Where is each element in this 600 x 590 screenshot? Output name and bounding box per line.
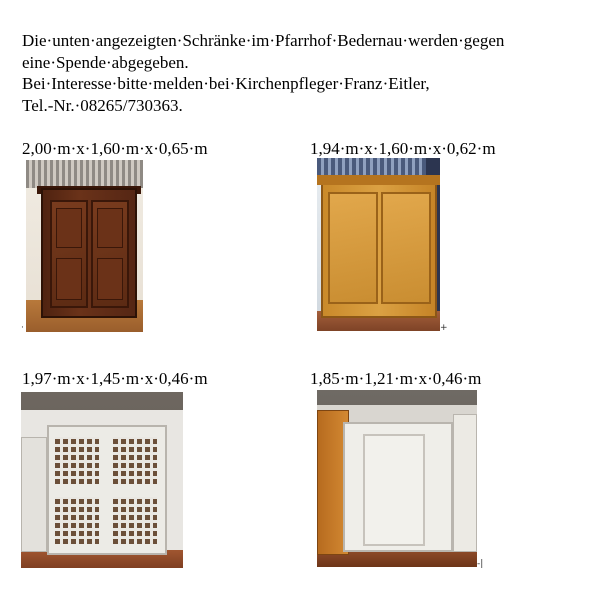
- paragraph-mark: -|: [477, 559, 484, 569]
- wardrobe-3-dimensions: 1,97·m·x·1,45·m·x·0,46·m: [22, 369, 208, 388]
- intro-line: eine·Spende·abgegeben.: [22, 52, 189, 72]
- wardrobe-1-photo: [26, 160, 143, 332]
- wardrobe-1-dimensions: 2,00·m·x·1,60·m·x·0,65·m: [22, 139, 208, 158]
- intro-line: Tel.-Nr.·08265/730363.: [22, 95, 183, 115]
- paragraph-mark: +: [440, 323, 448, 333]
- intro-text: [22, 30, 504, 116]
- wardrobe-4-dimensions: 1,85·m·1,21·m·x·0,46·m: [310, 369, 482, 388]
- wardrobe-2-photo: [317, 158, 440, 331]
- wardrobe-4-photo: [317, 390, 477, 567]
- intro-line: Bei·Interesse·bitte·melden·bei·Kirchenpfleger·Franz·Eitler,: [22, 74, 430, 93]
- wardrobe-3-photo: [21, 392, 183, 568]
- intro-line: Die·unten·angezeigten·Schränke·im·Pfarrhof·Bedernau·werden·gegen: [22, 31, 505, 50]
- paragraph-mark: ·: [21, 323, 24, 333]
- wardrobe-2-dimensions: 1,94·m·x·1,60·m·x·0,62·m: [310, 139, 496, 158]
